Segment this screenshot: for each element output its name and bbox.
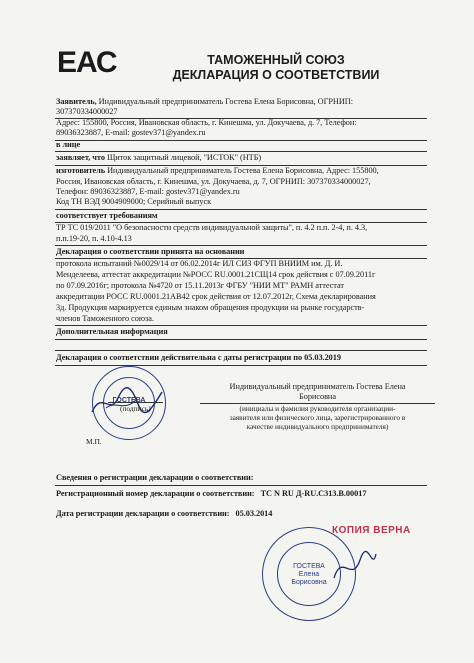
divider bbox=[55, 339, 427, 340]
divider bbox=[55, 365, 427, 366]
divider bbox=[55, 245, 427, 246]
signatory-name-2: Борисовна bbox=[299, 392, 336, 401]
copy-verified-stamp: КОПИЯ ВЕРНА bbox=[332, 525, 411, 536]
manufacturer-name: Индивидуальный предприниматель Гостева Елена Борисовна, Адрес: 155800, bbox=[105, 166, 379, 175]
registration-number-label: Регистрационный номер декларации о соответствии: bbox=[56, 489, 255, 498]
basis-line-1: протокола испытаний №0029/14 от 06.02.2014г ИЛ СИЗ ФГУП ВНИИМ им. Д. И. bbox=[56, 259, 343, 268]
signatory-name-1: Индивидуальный предприниматель Гостева Елена bbox=[229, 382, 406, 391]
additional-info-label: Дополнительная информация bbox=[56, 327, 168, 336]
applicant-ogrnip: 307370334000027 bbox=[56, 107, 118, 116]
bottom-stamp-line-3: Борисовна bbox=[291, 579, 327, 586]
basis-line-2: Менделеева, аттестат аккредитации №РОСС RU.0001.21СЩ14 срок действия с 07.09.2011г bbox=[56, 270, 376, 279]
registration-date-value: 05.03.2014 bbox=[235, 509, 273, 518]
basis-line-6: членов Таможенного союза. bbox=[56, 314, 154, 323]
signatory-caption-1: (инициалы и фамилия руководителя организации- bbox=[239, 404, 396, 413]
basis-label: Декларация о соответствии принята на основании bbox=[56, 247, 245, 256]
signature-caption: (подпись) bbox=[120, 404, 151, 413]
title-customs-union: ТАМОЖЕННЫЙ СОЮЗ bbox=[207, 53, 345, 67]
registration-date-label: Дата регистрации декларации о соответствии: bbox=[56, 509, 230, 518]
manufacturer-contacts: Телефон: 89036323887, E-mail: gostev371@yandex.ru bbox=[56, 187, 240, 196]
registration-date-line bbox=[56, 509, 436, 520]
manufacturer-label: изготовитель bbox=[56, 166, 106, 175]
signatory-caption-2: заявителя или физического лица, зарегистрированного в bbox=[229, 413, 406, 422]
eac-logo: ЕАС bbox=[57, 46, 117, 79]
divider bbox=[55, 151, 427, 152]
registration-number-line bbox=[56, 489, 436, 500]
requirements-label: соответствует требованиям bbox=[56, 211, 158, 220]
applicant-address: Адрес: 155800, Россия, Ивановская область, г. Кинешма, ул. Докучаева, д. 7, Телефон: bbox=[56, 118, 357, 127]
declares-line bbox=[56, 153, 428, 164]
bottom-signature-scribble bbox=[330, 548, 380, 588]
manufacturer-address: Россия, Ивановская область, г. Кинешма, ул. Докучаева, д. 7, ОГРНИП: 307370334000027, bbox=[56, 177, 371, 186]
basis-line-5: 3д. Продукция маркируется единым знаком обращения продукции на рынке государств- bbox=[56, 303, 365, 312]
registration-heading: Сведения о регистрации декларации о соответствии: bbox=[56, 473, 254, 482]
applicant-contacts: 89036323887, E-mail: gostev371@yandex.ru bbox=[56, 128, 206, 137]
applicant-name: Индивидуальный предприниматель Гостева Елена Борисовна, ОГРНИП: bbox=[96, 97, 353, 106]
tn-ved-code: Код ТН ВЭД 9004909000; Серийный выпуск bbox=[56, 197, 212, 206]
in-person-label: в лице bbox=[56, 140, 81, 149]
declares-label: заявляет, что bbox=[56, 153, 105, 162]
bottom-stamp-line-1: ГОСТЕВА bbox=[293, 563, 325, 570]
product-name: Щиток защитный лицевой, "ИСТОК" (НТБ) bbox=[104, 153, 262, 162]
signatory-caption-3: качестве индивидуального предпринимателя) bbox=[246, 422, 389, 431]
basis-line-4: аккредитации РОСС RU.0001.21АВ42 срок действия от 12.07.2012г, Схема декларирования bbox=[56, 292, 376, 301]
registration-number-value: ТС N RU Д-RU.С313.В.00017 bbox=[260, 489, 367, 498]
title-declaration: ДЕКЛАРАЦИЯ О СООТВЕТСТВИИ bbox=[172, 68, 380, 82]
divider bbox=[55, 485, 427, 486]
applicant-label: Заявитель, bbox=[56, 97, 97, 106]
requirements-line-1: ТР ТС 019/2011 "О безопасности средств индивидуальной защиты", п. 4.2 п.п. 2-4, п. 4.3, bbox=[56, 223, 368, 232]
divider bbox=[55, 140, 427, 141]
validity-text: Декларация о соответствии действительна с даты регистрации по 05.03.2019 bbox=[56, 353, 341, 362]
requirements-line-2: п.п.19-20, п. 4.10-4.13 bbox=[56, 234, 132, 243]
divider bbox=[55, 325, 427, 326]
mp-label: М.П. bbox=[86, 437, 102, 446]
divider bbox=[55, 350, 427, 351]
basis-line-3: по 07.09.2016г; протокола №4720 от 15.11.2013г ФГБУ "НИИ МТ" РАМН аттестат bbox=[56, 281, 344, 290]
bottom-stamp-line-2: Елена bbox=[298, 571, 320, 578]
divider bbox=[55, 209, 427, 210]
manufacturer-line-1 bbox=[56, 166, 428, 177]
signature-line bbox=[108, 402, 163, 403]
applicant-line-1 bbox=[56, 97, 426, 108]
round-stamp-text: ГОСТЕВА bbox=[112, 397, 146, 404]
